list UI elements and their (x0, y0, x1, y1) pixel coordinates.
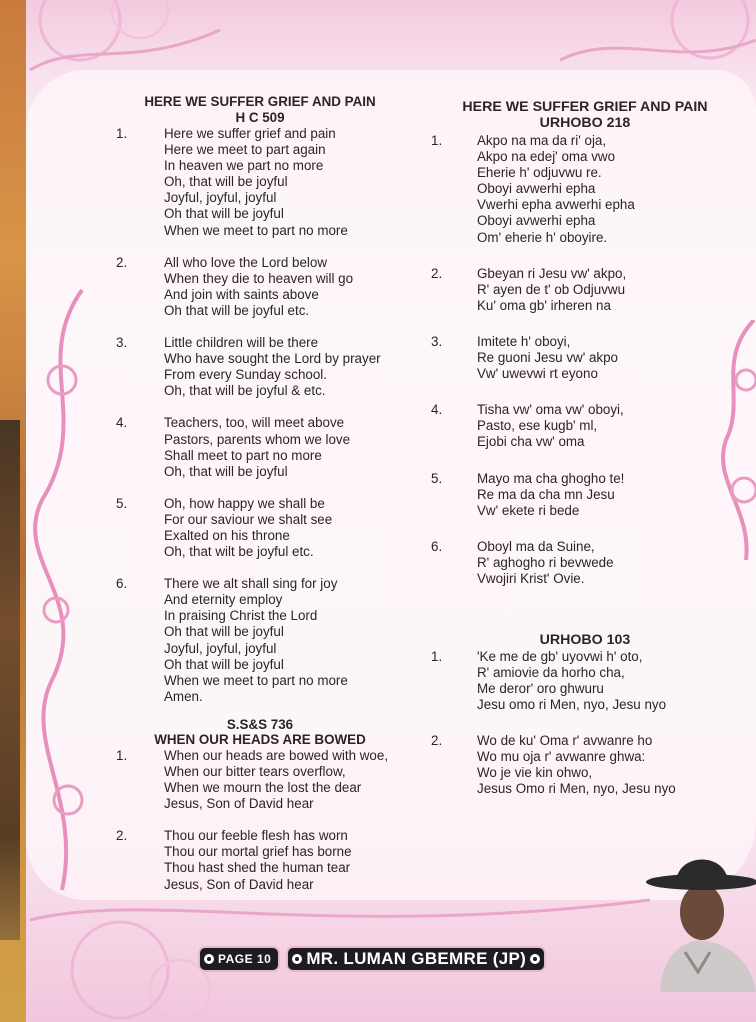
verse-line: Wo mu oja r' avwanre ghwa: (477, 749, 646, 765)
verse-line: Oh that will be joyful (164, 206, 284, 222)
verse-line: When our heads are bowed with woe, (164, 747, 389, 763)
verse-line: Little children will be there (164, 335, 319, 351)
verse-line: Here we meet to part again (164, 142, 326, 158)
verse (100, 496, 420, 560)
verse (100, 335, 420, 399)
verse-line: Jesus, Son of David hear (164, 876, 314, 892)
verse-number: 1. (116, 126, 128, 141)
verse-line: Oh that will be joyful (164, 656, 284, 672)
verse (420, 471, 750, 519)
verse-line: Pastors, parents whom we love (164, 431, 351, 447)
verse-number: 4. (431, 402, 443, 418)
verse (420, 733, 750, 797)
verse-line: Ku' oma gb' irheren na (477, 297, 611, 313)
verse-line: Joyful, joyful, joyful (164, 640, 277, 656)
bullet-icon (204, 954, 214, 964)
verse-line: Thou our feeble flesh has worn (164, 828, 348, 844)
verse-number: 3. (116, 335, 128, 351)
verse (100, 748, 420, 812)
portrait-photo (640, 842, 756, 992)
verse-line: Here we suffer grief and pain (164, 126, 336, 141)
verse-line: Re ma da cha mn Jesu (477, 486, 615, 502)
verse-line: From every Sunday school. (164, 367, 327, 383)
verse-line: Who have sought the Lord by prayer (164, 351, 381, 367)
verse-line: And join with saints above (164, 286, 319, 302)
verse-line: Wo je vie kin ohwo, (477, 765, 593, 781)
hymn-number: S.S&S 736 (226, 716, 294, 732)
page-number-badge (200, 948, 278, 970)
verse (420, 133, 750, 246)
verse-number: 6. (431, 538, 443, 554)
verse-line: Oh, that wilt be joyful etc. (164, 544, 314, 560)
verse-line: Vwojiri Krist' Ovie. (477, 570, 585, 586)
verse-line: R' amiovie da horho cha, (477, 664, 625, 680)
verse (100, 126, 420, 239)
verse-number: 2. (431, 732, 443, 748)
verse-line: And eternity employ (164, 592, 283, 608)
verse-line: Akpo na ma da ri' oja, (477, 133, 607, 148)
hymn-number: H C 509 (235, 109, 285, 125)
verse-line: Om' eherie h' oboyire. (477, 229, 608, 245)
verse-line: Oboyi avwerhi epha (477, 213, 596, 229)
verse-line: There we alt shall sing for joy (164, 576, 338, 592)
verse-line: Teachers, too, will meet above (164, 415, 345, 431)
verse (420, 402, 750, 450)
right-column (420, 100, 750, 797)
hymn-verses (100, 126, 420, 705)
verse-line: Oh that will be joyful (164, 624, 284, 640)
verse-line: Amen. (164, 688, 203, 704)
hymn-number: URHOBO 103 (539, 632, 631, 649)
verse-number: 2. (116, 254, 128, 270)
verse-line: Jesus, Son of David hear (164, 796, 314, 812)
footer (200, 946, 544, 972)
verse-line: Thou our mortal grief has borne (164, 844, 352, 860)
verse-line: Oh, how happy we shall be (164, 495, 325, 511)
swirl-decoration-top-right (560, 0, 756, 80)
swirl-decoration-left (22, 280, 102, 900)
verse-line: Joyful, joyful, joyful (164, 190, 277, 206)
verse (100, 415, 420, 479)
verse-line: Vw' uwevwi rt eyono (477, 366, 598, 382)
verse-line: Ejobi cha vw' oma (477, 434, 585, 450)
verse-line: Akpo na edej' oma vwo (477, 149, 616, 165)
verse-line: Oboyi avwerhi epha (477, 181, 596, 197)
left-column (100, 94, 420, 893)
verse-number: 1. (116, 747, 128, 763)
verse (420, 649, 750, 713)
verse-line: Oh that will be joyful etc. (164, 302, 310, 318)
verse-line: Re guoni Jesu vw' akpo (477, 350, 619, 366)
verse-line: Vw' ekete ri bede (477, 502, 580, 518)
verse-number: 1. (431, 648, 443, 664)
page-number: PAGE 10 (218, 952, 272, 966)
verse-line: R' ayen de t' ob Odjuvwu (477, 281, 626, 297)
verse-line: Gbeyan ri Jesu vw' akpo, (477, 265, 627, 281)
verse-line: Jesu omo ri Men, nyo, Jesu nyo (477, 696, 667, 712)
verse-line: For our saviour we shalt see (164, 511, 333, 527)
verse (420, 539, 750, 587)
verse (420, 266, 750, 314)
hymn-number: URHOBO 218 (539, 114, 631, 131)
verse-number: 2. (431, 265, 443, 281)
verse-line: In praising Christ the Lord (164, 608, 318, 624)
hymn-verses (420, 649, 750, 798)
verse-line: Exalted on his throne (164, 527, 290, 543)
verse-number: 3. (431, 333, 443, 349)
hymn-title: WHEN OUR HEADS ARE BOWED (154, 732, 366, 748)
verse-line: Imitete h' oboyi, (477, 333, 571, 349)
verse (100, 255, 420, 319)
verse-line: R' aghogho ri bevwede (477, 554, 614, 570)
left-edge-photo-strip-dark (0, 420, 20, 940)
verse-line: All who love the Lord below (164, 254, 328, 270)
hymn-title: HERE WE SUFFER GRIEF AND PAIN (144, 94, 376, 109)
hymn-title: HERE WE SUFFER GRIEF AND PAIN (462, 99, 708, 115)
verse-line: Wo de ku' Oma r' avwanre ho (477, 732, 653, 748)
verse-line: Mayo ma cha ghogho te! (477, 470, 625, 486)
verse-line: Me deror' oro ghwuru (477, 680, 604, 696)
verse-line: Oh, that will be joyful & etc. (164, 383, 326, 399)
verse-line: When they die to heaven will go (164, 270, 354, 286)
verse-line: Oh, that will be joyful (164, 174, 288, 190)
verse-line: Thou hast shed the human tear (164, 860, 351, 876)
author-name: MR. LUMAN GBEMRE (JP) (306, 949, 527, 968)
verse-line: Shall meet to part no more (164, 447, 322, 463)
verse-line: Tisha vw' oma vw' oboyi, (477, 402, 624, 418)
verse-number: 6. (116, 576, 128, 592)
hymn-verses (100, 748, 420, 893)
verse-line: Vwerhi epha avwerhi epha (477, 197, 635, 213)
author-name-badge (288, 948, 544, 970)
verse-number: 1. (431, 133, 443, 148)
verse (100, 576, 420, 705)
swirl-decoration-top-left (20, 0, 240, 80)
verse (100, 828, 420, 892)
verse-number: 5. (116, 495, 128, 511)
verse-line: Oboyl ma da Suine, (477, 538, 595, 554)
verse-line: When we mourn the lost the dear (164, 780, 362, 796)
verse (420, 334, 750, 382)
bullet-icon (292, 954, 302, 964)
hymn-verses (420, 133, 750, 587)
verse-line: Pasto, ese kugb' ml, (477, 418, 598, 434)
verse-line: In heaven we part no more (164, 158, 324, 174)
verse-line: When we meet to part no more (164, 222, 348, 238)
bullet-icon (530, 954, 540, 964)
verse-line: Oh, that will be joyful (164, 463, 288, 479)
verse-line: Eherie h' odjuvwu re. (477, 165, 602, 181)
verse-line: Jesus Omo ri Men, nyo, Jesu nyo (477, 781, 676, 797)
verse-number: 4. (116, 415, 128, 431)
verse-number: 2. (116, 828, 128, 844)
verse-line: When we meet to part no more (164, 672, 348, 688)
verse-line: When our bitter tears overflow, (164, 764, 346, 779)
verse-line: 'Ke me de gb' uyovwi h' oto, (477, 648, 643, 664)
verse-number: 5. (431, 470, 443, 486)
